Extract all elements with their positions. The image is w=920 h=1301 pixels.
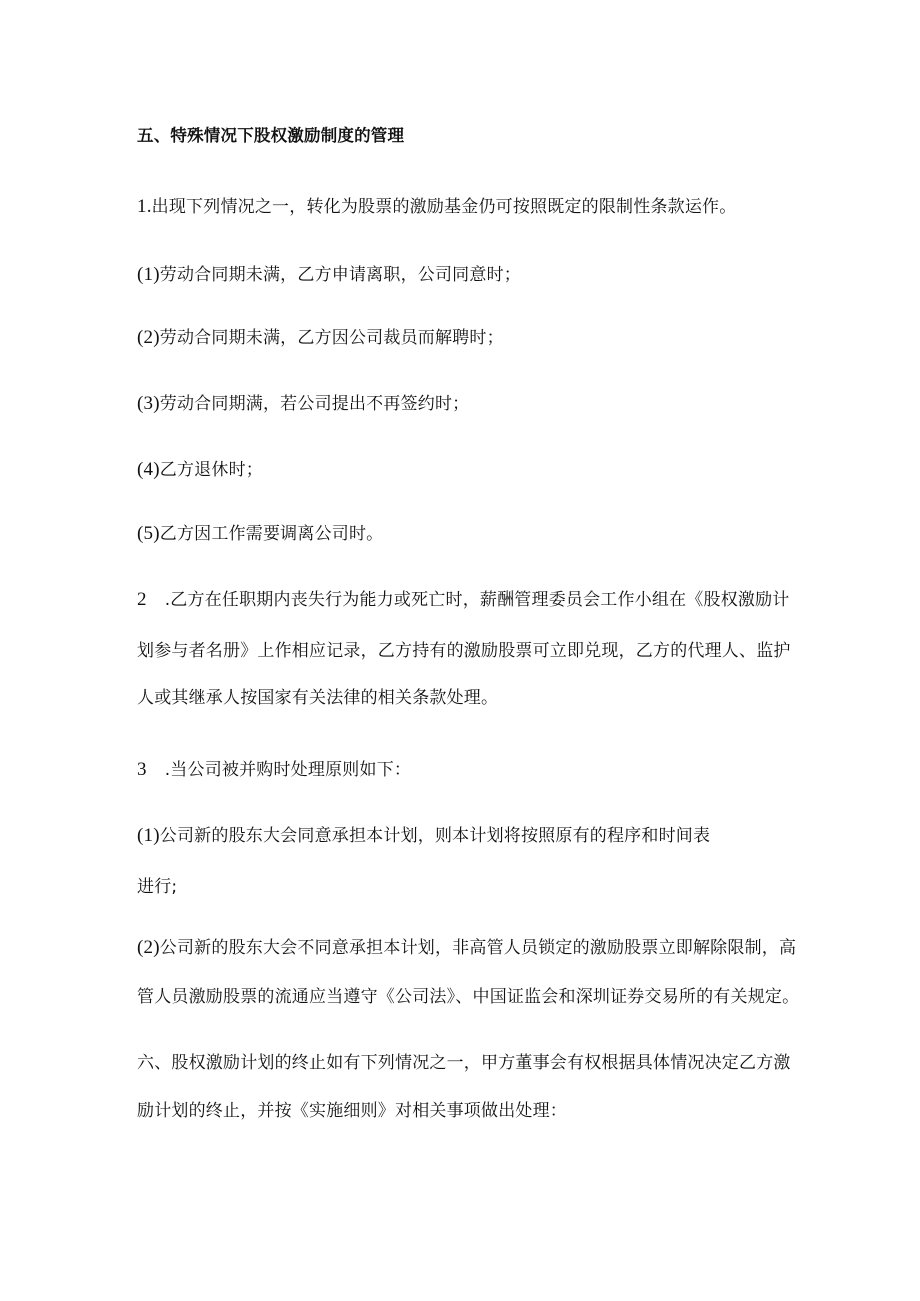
item-1-sub-5 bbox=[137, 523, 383, 545]
sub-number: (1) bbox=[137, 264, 160, 285]
section-5-heading: 五、特殊情况下股权激励制度的管理 bbox=[137, 126, 405, 145]
sub-text: 公司新的股东大会不同意承担本计划，非高管人员锁定的激励股票立即解除限制，高 bbox=[159, 938, 797, 958]
sub-text: 劳动合同期未满，乙方因公司裁员而解聘时； bbox=[159, 328, 504, 348]
item-3-sub-1-line-2: 进行; bbox=[137, 877, 178, 897]
item-2-line-3: 人或其继承人按国家有关法律的相关条款处理。 bbox=[137, 688, 499, 708]
sub-text: 乙方退休时； bbox=[159, 460, 263, 480]
sub-text: 公司新的股东大会同意承担本计划，则本计划将按照原有的程序和时间表 bbox=[159, 826, 711, 846]
sub-text: 劳动合同期满，若公司提出不再签约时； bbox=[159, 394, 470, 414]
item-1-sub-2 bbox=[137, 327, 504, 349]
sub-number: (2) bbox=[137, 937, 160, 958]
sub-text: 劳动合同期未满，乙方申请离职，公司同意时； bbox=[159, 265, 521, 285]
sub-number: (2) bbox=[137, 327, 160, 348]
item-3-number: 3 bbox=[137, 759, 147, 780]
sub-number: (3) bbox=[137, 393, 160, 414]
item-2-line-2: 划参与者名册》上作相应记录，乙方持有的激励股票可立即兑现，乙方的代理人、监护 bbox=[137, 641, 791, 661]
sub-text: 乙方因工作需要调离公司时。 bbox=[159, 524, 384, 544]
item-3-sub-1-line-1 bbox=[137, 825, 710, 847]
item-3-sub-2-line-1 bbox=[137, 937, 796, 959]
item-2-line-1 bbox=[137, 589, 790, 611]
item-1-sub-1 bbox=[137, 264, 521, 286]
item-2-number: 2 bbox=[137, 589, 147, 610]
item-1-sub-3 bbox=[137, 393, 469, 415]
sub-number: (4) bbox=[137, 459, 160, 480]
sub-number: (1) bbox=[137, 825, 160, 846]
item-3 bbox=[137, 759, 411, 781]
item-1-number: 1. bbox=[137, 196, 152, 217]
item-2-text: .乙方在任职期内丧失行为能力或死亡时，薪酬管理委员会工作小组在《股权激励计 bbox=[164, 590, 790, 610]
item-3-text: .当公司被并购时处理原则如下： bbox=[164, 760, 412, 780]
item-1-text: 出现下列情况之一，转化为股票的激励基金仍可按照既定的限制性条款运作。 bbox=[151, 197, 737, 217]
item-1-sub-4 bbox=[137, 459, 263, 481]
sub-number: (5) bbox=[137, 523, 160, 544]
section-6-line-2: 励计划的终止，并按《实施细则》对相关事项做出处理： bbox=[137, 1101, 567, 1121]
section-6-line-1: 六、股权激励计划的终止如有下列情况之一，甲方董事会有权根据具体情况决定乙方激 bbox=[137, 1053, 791, 1073]
item-3-sub-2-line-2: 管人员激励股票的流通应当遵守《公司法》、中国证监会和深圳证券交易所的有关规定。 bbox=[137, 987, 800, 1007]
item-1 bbox=[137, 196, 736, 218]
